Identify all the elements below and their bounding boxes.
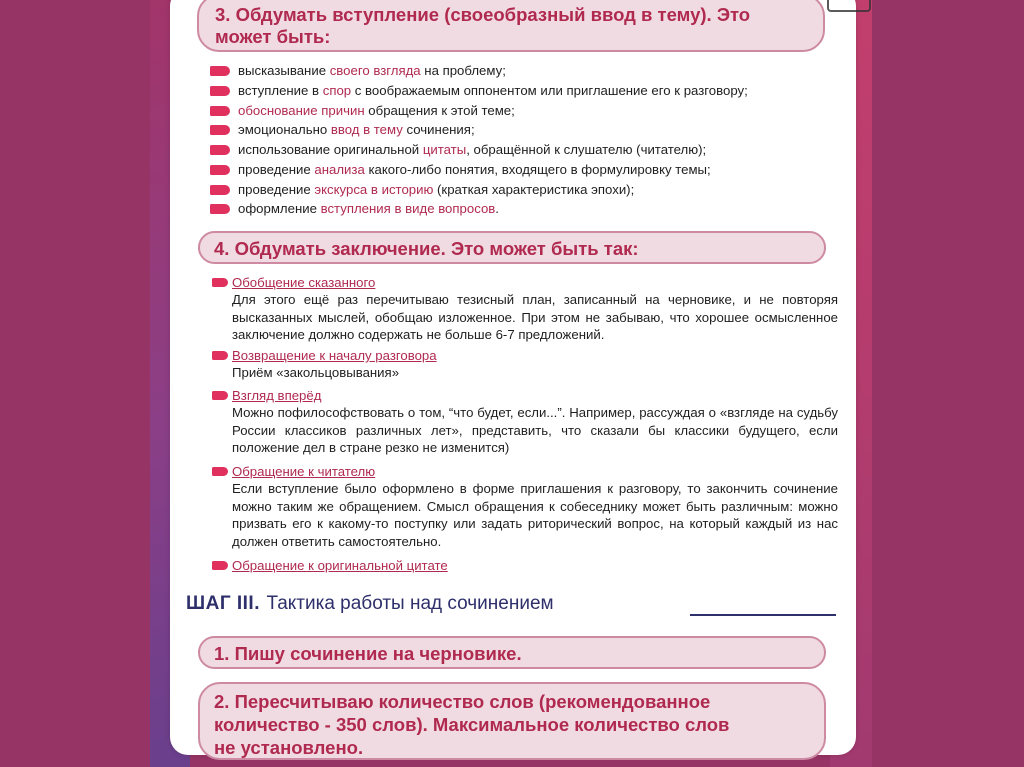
tactic-1: 1. Пишу сочинение на черновике. xyxy=(198,636,826,669)
step3-header xyxy=(186,593,836,619)
list-item: оформление вступления в виде вопросов. xyxy=(210,199,830,219)
bullet-marker-icon xyxy=(210,185,230,195)
step3-label: ШАГ III. xyxy=(186,593,260,614)
section3-title-line1: 3. Обдумать вступление (своеобразный ввод в тему). Это xyxy=(215,4,751,25)
step3-underline xyxy=(690,614,836,616)
bullet-marker-icon xyxy=(210,66,230,76)
list-item: проведение анализа какого-либо понятия, входящего в формулировку темы; xyxy=(210,160,830,180)
section4-title: 4. Обдумать заключение. Это может быть так: xyxy=(198,231,826,264)
conclusion-text: Если вступление было оформлено в форме приглашения к разговору, то закончить сочинение можно таким же обращением. Смысл обращения к собеседнику может быть различным: можно призвать его к какому-то поступку или задать риторический вопрос, на который каждый из нас должен ответить самостоятельно. xyxy=(232,481,838,549)
bullet-marker-icon xyxy=(210,86,230,96)
conclusion-heading: Взгляд вперёд xyxy=(212,387,838,404)
conclusion-text: Для этого ещё раз перечитываю тезисный план, записанный на черновике, и не повторяя высказанных мыслей, обобщаю изложенное. При этом не забываю, что хорошее осмысленное заключение должно содержать не больше 6-7 предложений. xyxy=(232,292,838,342)
intro-options-list xyxy=(210,61,830,219)
bullet-marker-icon xyxy=(212,278,228,287)
conclusion-item-reader xyxy=(212,463,838,550)
conclusion-heading: Обобщение сказанного xyxy=(212,274,838,291)
bullet-marker-icon xyxy=(212,351,228,360)
conclusion-text: Приём «закольцовывания» xyxy=(232,365,400,380)
bullet-marker-icon xyxy=(210,204,230,214)
bullet-marker-icon xyxy=(212,561,228,570)
list-item: проведение экскурса в историю (краткая характеристика эпохи); xyxy=(210,180,830,200)
list-item: использование оригинальной цитаты, обращённой к слушателю (читателю); xyxy=(210,140,830,160)
conclusion-text: Можно пофилософствовать о том, “что будет, если...”. Например, рассуждая о «взгляде на судьбу России классиков различных лет», представить, что сказали бы классики будущего, если положение дел в стране резко не изменится) xyxy=(232,405,838,455)
conclusion-heading: Обращение к оригинальной цитате xyxy=(212,557,838,574)
conclusion-item-quote xyxy=(212,557,838,574)
corner-bracket xyxy=(827,0,871,12)
tactic-2: 2. Пересчитываю количество слов (рекомендованное количество - 350 слов). Максимальное количество слов не установлено. xyxy=(198,682,826,760)
list-item: вступление в спор с воображаемым оппонентом или приглашение его к разговору; xyxy=(210,81,830,101)
section3-title xyxy=(197,0,825,52)
bullet-marker-icon xyxy=(210,106,230,116)
conclusion-heading: Возвращение к началу разговора xyxy=(212,347,838,364)
section3-title-line2: может быть: xyxy=(215,26,331,47)
bullet-marker-icon xyxy=(212,391,228,400)
conclusion-item-summary xyxy=(212,274,838,344)
conclusion-item-return xyxy=(212,347,838,382)
bullet-marker-icon xyxy=(212,467,228,476)
list-item: обоснование причин обращения к этой теме; xyxy=(210,101,830,121)
bullet-marker-icon xyxy=(210,165,230,175)
list-item: высказывание своего взгляда на проблему; xyxy=(210,61,830,81)
conclusion-heading: Обращение к читателю xyxy=(212,463,838,480)
conclusion-item-forward xyxy=(212,387,838,457)
step3-title: Тактика работы над сочинением xyxy=(266,593,554,614)
bullet-marker-icon xyxy=(210,145,230,155)
list-item: эмоционально ввод в тему сочинения; xyxy=(210,120,830,140)
bullet-marker-icon xyxy=(210,125,230,135)
